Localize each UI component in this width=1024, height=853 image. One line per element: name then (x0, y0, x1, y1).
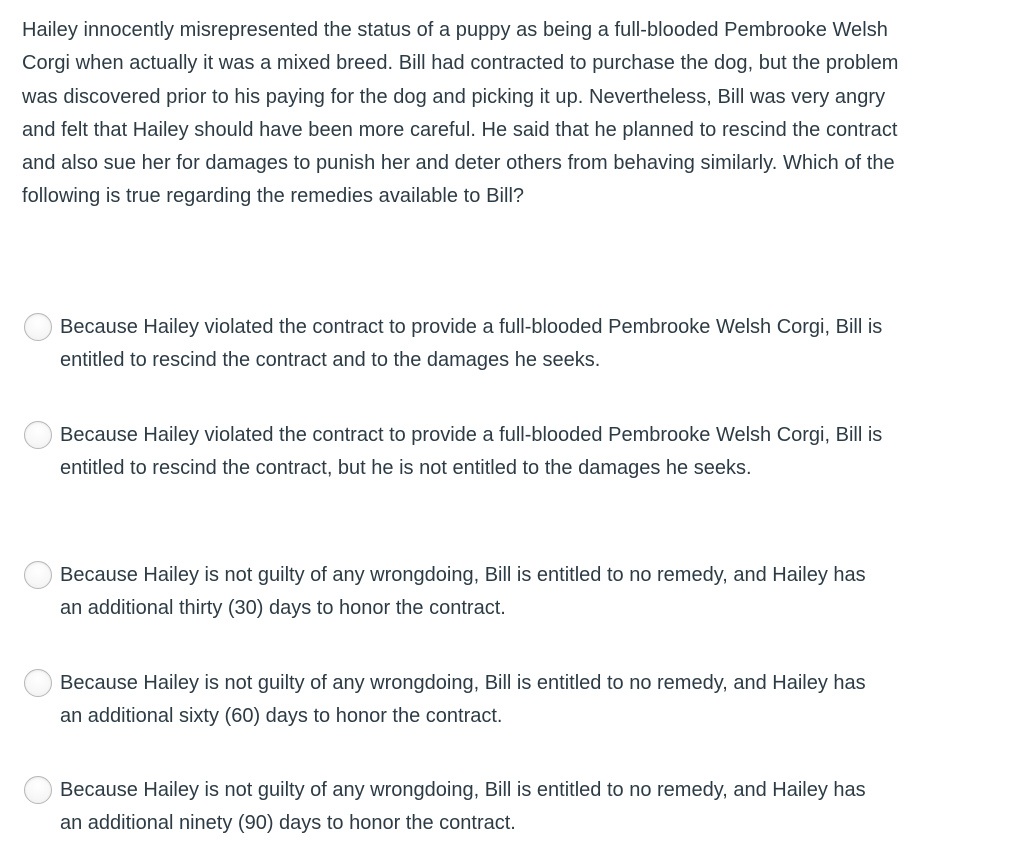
radio-button-icon[interactable] (24, 776, 52, 804)
answer-option-4[interactable] (24, 667, 904, 734)
radio-button-icon[interactable] (24, 669, 52, 697)
answer-option-2[interactable] (24, 419, 904, 486)
radio-button-icon[interactable] (24, 313, 52, 341)
answer-label: Because Hailey is not guilty of any wrongdoing, Bill is entitled to no remedy, and Hailey has an additional ninety (90) days to honor the contract. (60, 779, 866, 835)
answer-option-1[interactable] (24, 311, 904, 378)
radio-button-icon[interactable] (24, 561, 52, 589)
answer-option-3[interactable] (24, 559, 904, 626)
radio-button-icon[interactable] (24, 421, 52, 449)
answer-label: Because Hailey violated the contract to provide a full-blooded Pembrooke Welsh Corgi, Bill is entitled to rescind the contract, but he is not entitled to the damages he seeks. (60, 424, 883, 480)
answer-label: Because Hailey violated the contract to provide a full-blooded Pembrooke Welsh Corgi, Bill is entitled to rescind the contract and to the damages he seeks. (60, 316, 883, 372)
answer-label: Because Hailey is not guilty of any wrongdoing, Bill is entitled to no remedy, and Hailey has an additional sixty (60) days to honor the contract. (60, 672, 866, 728)
question-text: Hailey innocently misrepresented the status of a puppy as being a full-blooded Pembrooke Welsh Corgi when actually it was a mixed breed. Bill had contracted to purchase the dog, but the problem was discovered prior to his paying for the dog and picking it up. Nevertheless, Bill was very angry and felt that Hailey should have been more careful. He said that he planned to rescind the contract and also sue her for damages to punish her and deter others from behaving similarly. Which of the following is true regarding the remedies available to Bill? (22, 19, 899, 208)
answer-option-5[interactable] (24, 774, 904, 841)
answer-label: Because Hailey is not guilty of any wrongdoing, Bill is entitled to no remedy, and Hailey has an additional thirty (30) days to honor the contract. (60, 564, 866, 620)
